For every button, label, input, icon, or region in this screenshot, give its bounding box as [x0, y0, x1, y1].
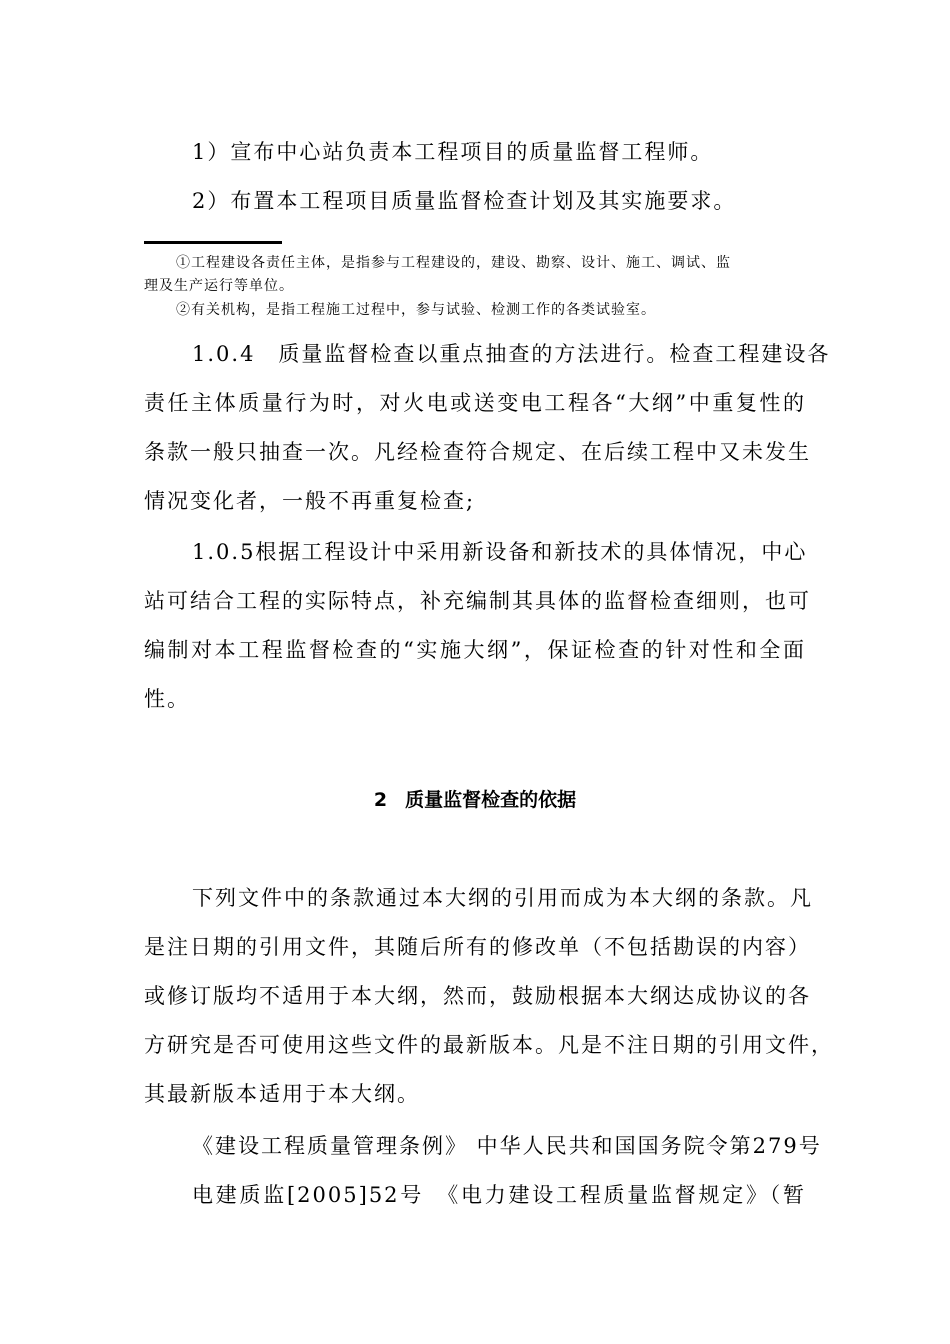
- footnote-1: ①工程建设各责任主体，是指参与工程建设的，建设、勘察、设计、施工、调试、监: [176, 255, 731, 271]
- paragraph-1-0-5-line: 1.0.5根据工程设计中采用新设备和新技术的具体情况，中心: [192, 540, 808, 564]
- paragraph-1-0-4-line: 责任主体质量行为时，对火电或送变电工程各“大纲”中重复性的: [144, 391, 806, 415]
- list-item: 2）布置本工程项目质量监督检查计划及其实施要求。: [192, 189, 737, 213]
- intro-paragraph-line: 下列文件中的条款通过本大纲的引用而成为本大纲的条款。凡: [192, 886, 813, 910]
- footnote-1-continued: 理及生产运行等单位。: [144, 278, 294, 294]
- paragraph-1-0-4-line: 情况变化者，一般不再重复检查;: [144, 489, 476, 513]
- intro-paragraph-line: 其最新版本适用于本大纲。: [144, 1082, 420, 1106]
- section-number: 2: [373, 789, 388, 811]
- intro-paragraph-line: 或修订版均不适用于本大纲，然而，鼓励根据本大纲达成协议的各: [144, 984, 811, 1008]
- footnote-2: ②有关机构，是指工程施工过程中，参与试验、检测工作的各类试验室。: [176, 302, 656, 318]
- reference-item: 《建设工程质量管理条例》 中华人民共和国国务院令第279号: [192, 1134, 822, 1158]
- section-title: 质量监督检查的依据: [405, 789, 577, 811]
- paragraph-1-0-4-line: 1.0.4 质量监督检查以重点抽查的方法进行。检查工程建设各: [192, 342, 831, 366]
- intro-paragraph-line: 是注日期的引用文件，其随后所有的修改单（不包括勘误的内容）: [144, 935, 811, 959]
- reference-item: 电建质监[2005]52号 《电力建设工程质量监督规定》（暂: [192, 1183, 806, 1207]
- paragraph-1-0-5-line: 性。: [144, 687, 190, 711]
- paragraph-1-0-5-line: 站可结合工程的实际特点，补充编制其具体的监督检查细则，也可: [144, 589, 811, 613]
- paragraph-1-0-4-line: 条款一般只抽查一次。凡经检查符合规定、在后续工程中又未发生: [144, 440, 811, 464]
- intro-paragraph-line: 方研究是否可使用这些文件的最新版本。凡是不注日期的引用文件，: [144, 1033, 834, 1057]
- section-heading: [0, 786, 950, 814]
- paragraph-1-0-5-line: 编制对本工程监督检查的“实施大纲”，保证检查的针对性和全面: [144, 638, 806, 662]
- footnote-separator: [144, 241, 282, 244]
- list-item: 1）宣布中心站负责本工程项目的质量监督工程师。: [192, 140, 714, 164]
